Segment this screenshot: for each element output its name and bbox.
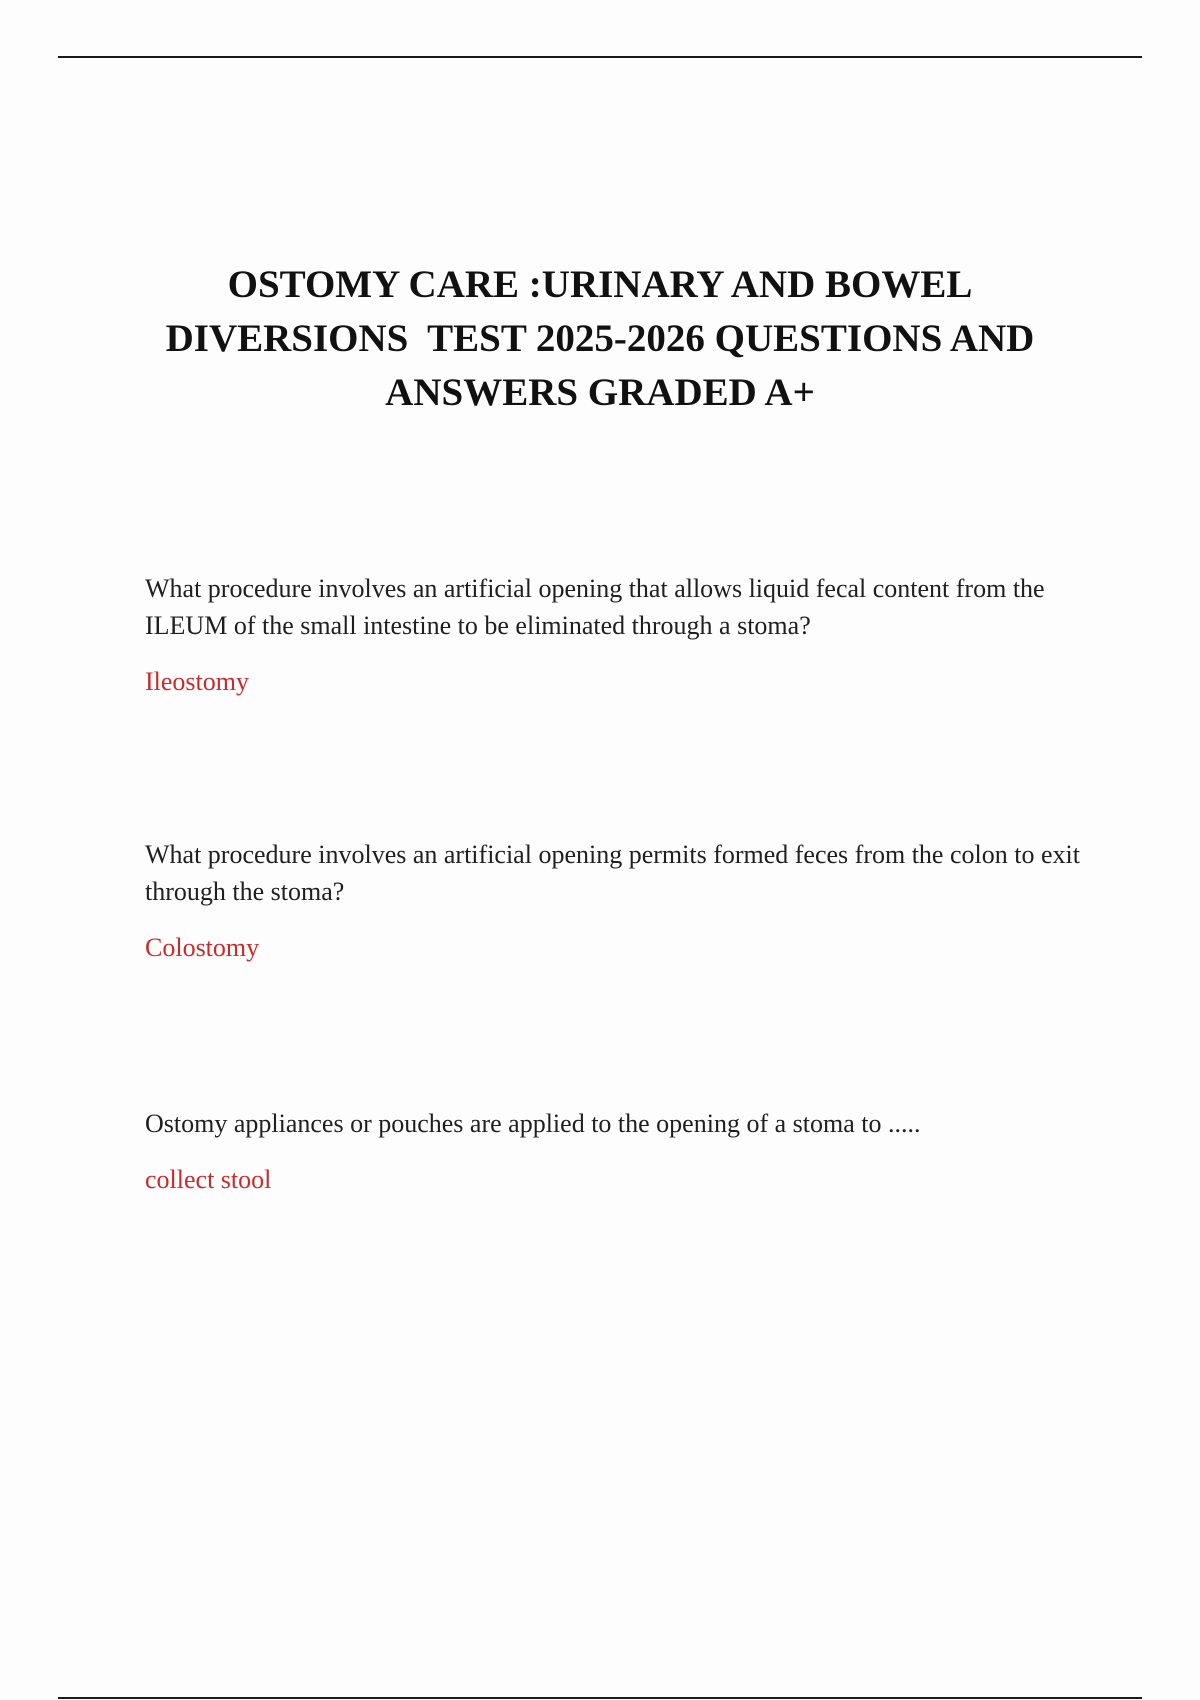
title-line-1: OSTOMY CARE :URINARY AND BOWEL — [227, 263, 973, 306]
answer-1: Ileostomy — [145, 667, 249, 696]
question-2: What procedure involves an artificial opening permits formed feces from the colon to exit through the stoma? — [145, 840, 1080, 906]
footer-rule — [58, 1697, 1142, 1699]
title-line-3: ANSWERS GRADED A+ — [385, 371, 815, 414]
answer-3: collect stool — [145, 1165, 272, 1194]
question-3: Ostomy appliances or pouches are applied to the opening of a stoma to ..... — [145, 1109, 921, 1138]
question-1: What procedure involves an artificial opening that allows liquid fecal content from the ILEUM of the small intestine to be eliminated through a stoma? — [145, 574, 1045, 640]
qa-item-1 — [145, 570, 1085, 700]
document-title — [100, 258, 1100, 420]
qa-item-2 — [145, 836, 1085, 966]
qa-item-3 — [145, 1105, 1085, 1198]
answer-2: Colostomy — [145, 933, 260, 962]
header-rule — [58, 56, 1142, 58]
title-line-2: DIVERSIONS TEST 2025-2026 QUESTIONS AND — [165, 317, 1035, 360]
